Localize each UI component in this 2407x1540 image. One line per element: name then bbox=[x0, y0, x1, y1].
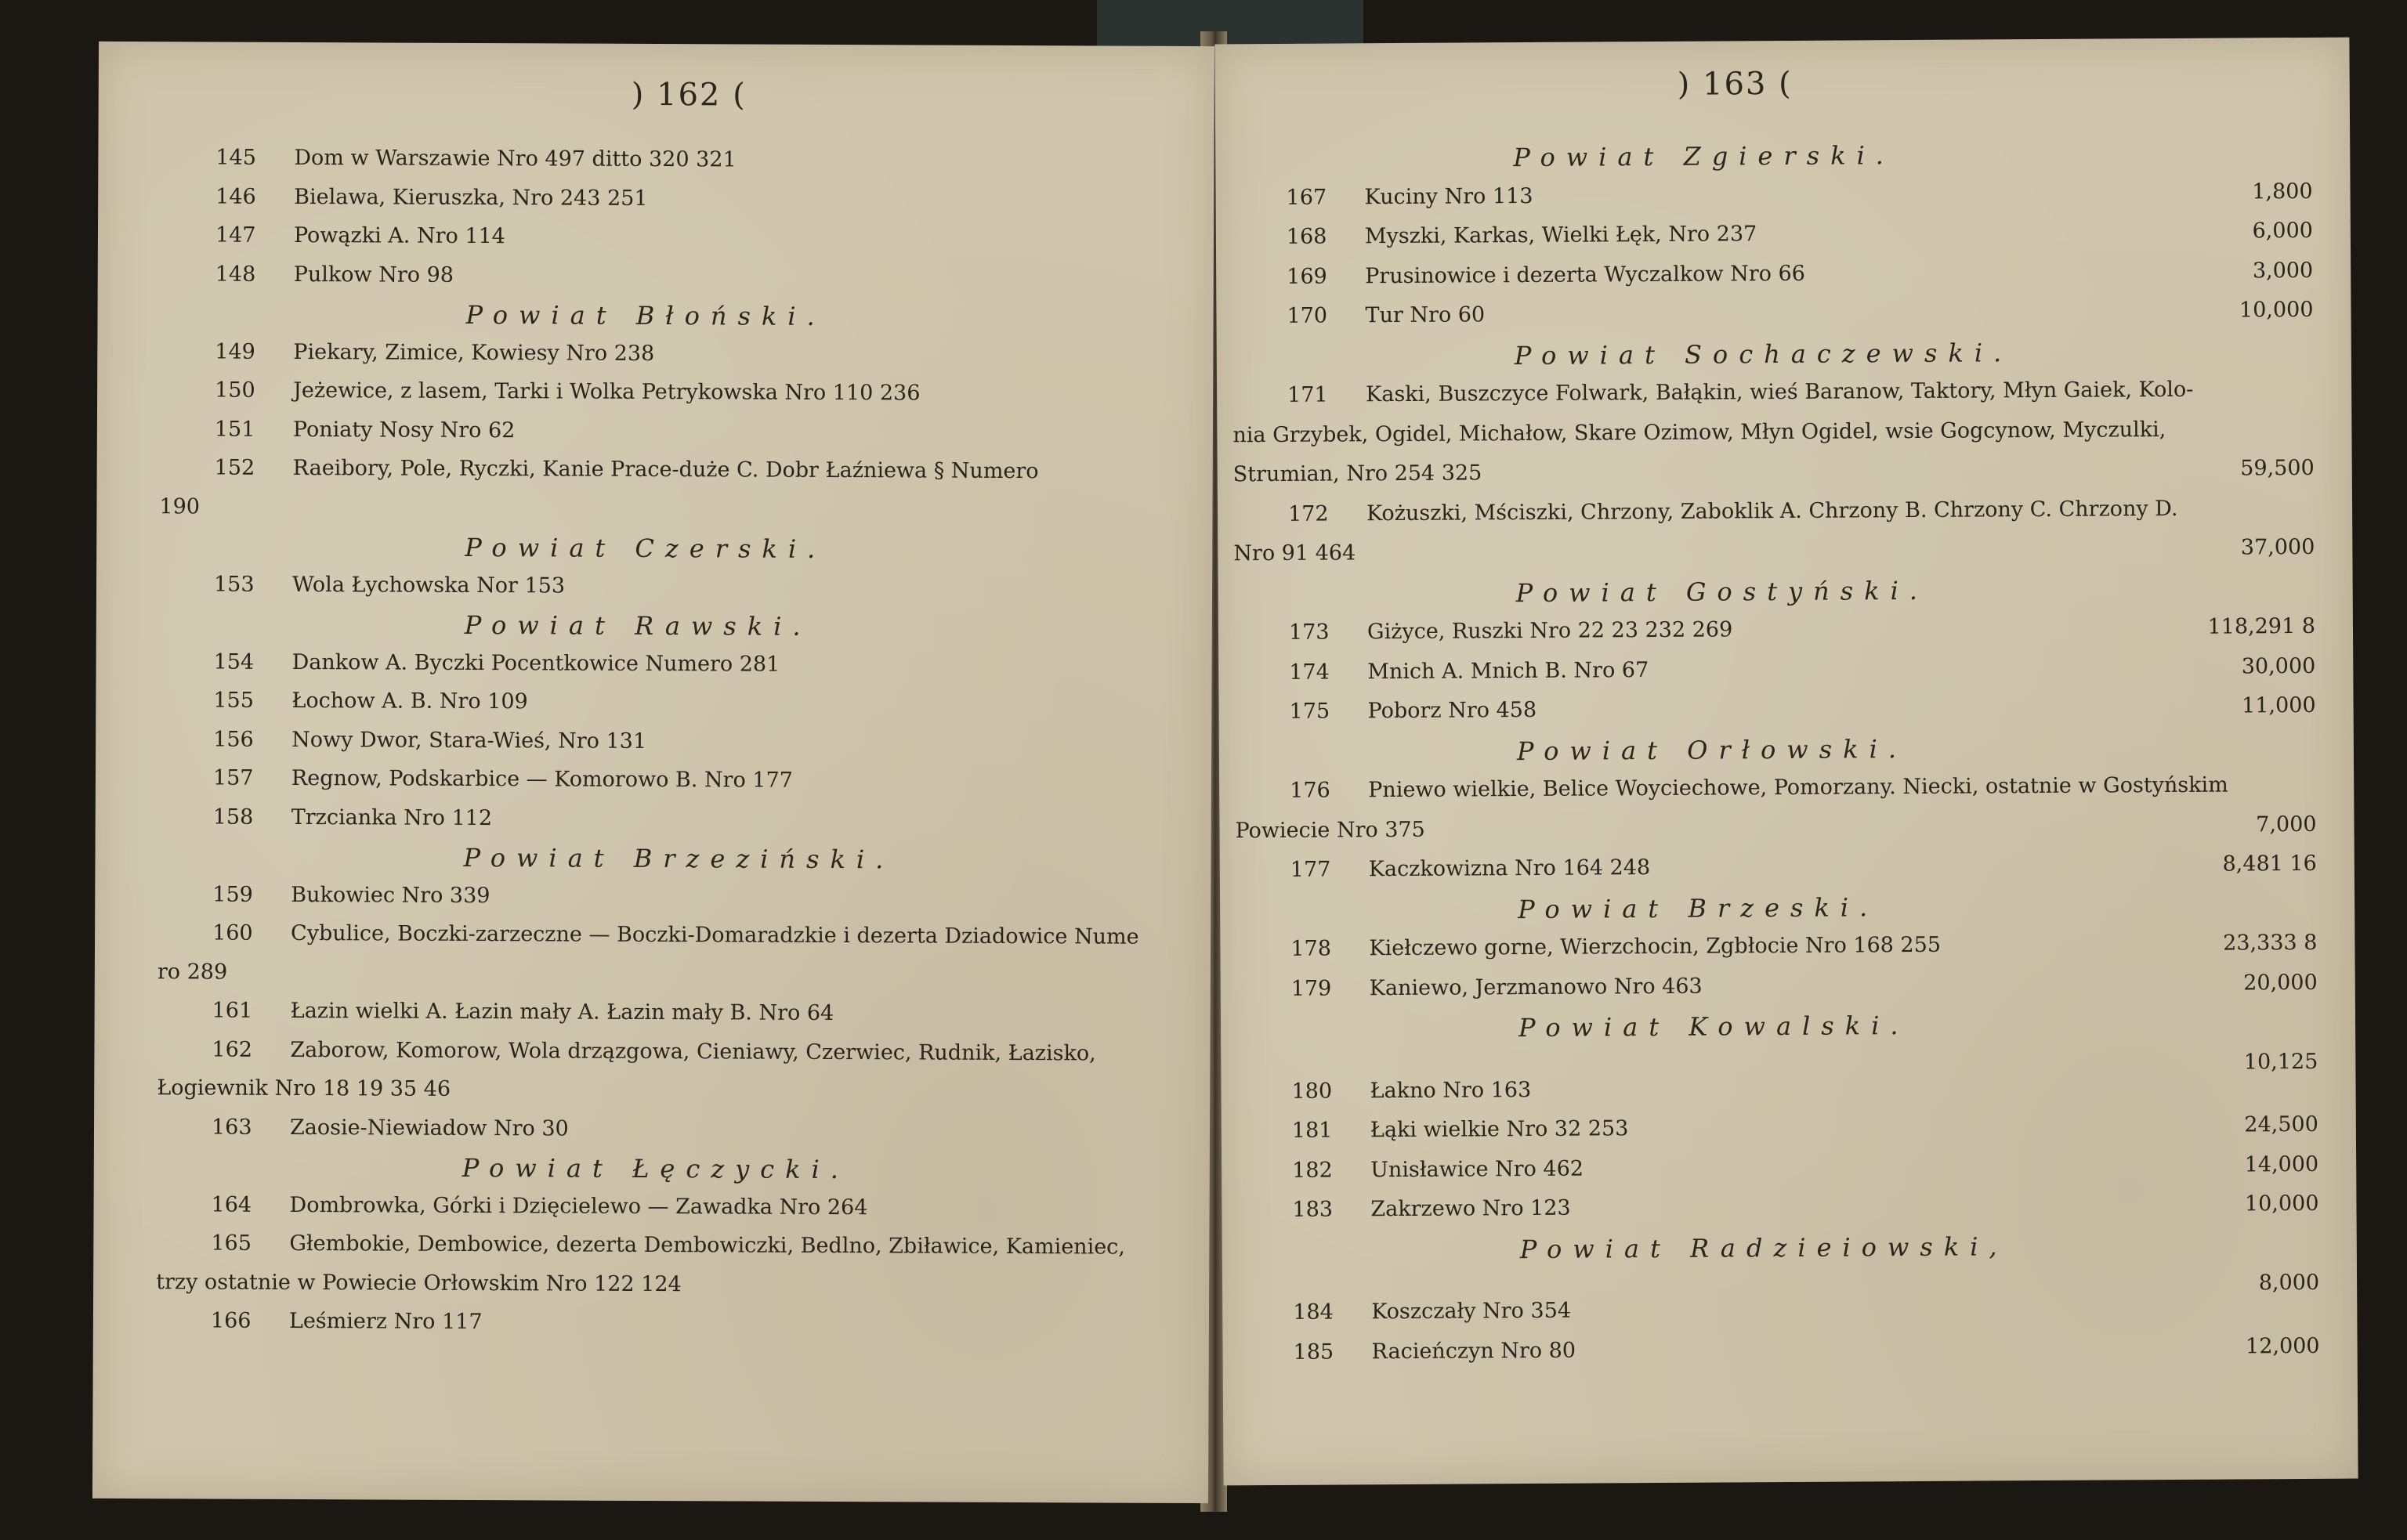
district-heading: Powiat Brzeski. bbox=[1518, 891, 1879, 924]
entry-text: Dombrowka, Górki i Dzięcielewo — Zawadka Nro 264 bbox=[289, 1192, 868, 1220]
entry-continuation: Nro 91 464 bbox=[1233, 540, 1356, 566]
entry-text: Łakno Nro 163 bbox=[1370, 1077, 1532, 1103]
entry-number: 167 bbox=[1286, 185, 1327, 210]
entry-value bbox=[2192, 1072, 2318, 1073]
entry-number: 161 bbox=[212, 998, 253, 1023]
entry-value bbox=[1178, 421, 1214, 446]
table-row bbox=[96, 571, 1212, 610]
entry-number: 164 bbox=[211, 1192, 252, 1217]
table-row bbox=[98, 261, 1214, 300]
table-row bbox=[98, 183, 1214, 222]
entry-value: 11,000 bbox=[2241, 692, 2316, 718]
table-row bbox=[97, 455, 1213, 494]
district-heading: Powiat Kowalski. bbox=[1518, 1010, 1909, 1043]
table-row bbox=[1216, 258, 2351, 299]
table-row bbox=[1222, 1112, 2356, 1154]
entry-text: Raeibory, Pole, Ryczki, Kanie Prace-duże C. Dobr Łaźniewa § Numero bbox=[292, 455, 1039, 484]
entry-number: 163 bbox=[211, 1115, 252, 1140]
entry-text: Łazin wielki A. Łazin mały A. Łazin mały B. Nro 64 bbox=[290, 998, 834, 1026]
entry-number: 183 bbox=[1292, 1197, 1334, 1222]
book-cover-edge bbox=[1097, 0, 1363, 47]
table-row bbox=[1218, 653, 2353, 695]
entry-number: 155 bbox=[213, 688, 255, 713]
table-row bbox=[1218, 535, 2352, 577]
entry-text: Zaborow, Komorow, Wola drzązgowa, Cieniawy, Czerwiec, Rudnik, Łazisko, bbox=[290, 1037, 1096, 1065]
table-row bbox=[1215, 179, 2350, 220]
entry-value bbox=[1178, 498, 1214, 523]
entry-text: Tur Nro 60 bbox=[1365, 302, 1486, 328]
entry-text: Zaosie-Niewiadow Nro 30 bbox=[289, 1115, 569, 1141]
entry-list bbox=[1214, 38, 2349, 1365]
district-heading: Powiat Radzieiowski, bbox=[1519, 1231, 2008, 1264]
entry-text: Łochow A. B. Nro 109 bbox=[291, 688, 528, 714]
entry-number: 168 bbox=[1286, 224, 1327, 249]
table-row bbox=[1219, 812, 2354, 853]
entry-text: Myszki, Karkas, Wielki Łęk, Nro 237 bbox=[1364, 222, 1757, 249]
district-heading: Powiat Rawski. bbox=[464, 609, 812, 642]
entry-text: Mnich A. Mnich B. Nro 67 bbox=[1367, 657, 1649, 684]
table-row bbox=[98, 222, 1214, 262]
entry-number: 152 bbox=[214, 455, 255, 480]
table-row bbox=[1222, 1151, 2356, 1193]
entry-number: 174 bbox=[1289, 660, 1330, 685]
table-row bbox=[96, 804, 1211, 843]
entry-value bbox=[1175, 1080, 1214, 1105]
entry-text: Trzcianka Nro 112 bbox=[291, 804, 493, 830]
entry-list bbox=[99, 42, 1214, 1335]
entry-value: 6,000 bbox=[2252, 218, 2313, 244]
entry-continuation: Łogiewnik Nro 18 19 35 46 bbox=[157, 1075, 451, 1101]
entry-value: 12,000 bbox=[2245, 1333, 2320, 1358]
entry-value bbox=[1175, 1196, 1215, 1221]
entry-number: 160 bbox=[212, 920, 253, 945]
entry-text: Piekary, Zimice, Kowiesy Nro 238 bbox=[293, 339, 655, 366]
entry-continuation: ro 289 bbox=[157, 959, 228, 985]
entry-text: Pulkow Nro 98 bbox=[293, 262, 454, 287]
entry-value bbox=[1176, 963, 1214, 989]
table-row bbox=[98, 145, 1214, 184]
left-page bbox=[92, 42, 1214, 1503]
entry-text: Leśmierz Nro 117 bbox=[288, 1308, 483, 1335]
district-heading: Powiat Błoński. bbox=[465, 299, 826, 331]
entry-continuation: nia Grzybek, Ogidel, Michałow, Skare Ozimow, Młyn Ogidel, wsie Gogcynow, Myczulki, bbox=[1232, 417, 2166, 447]
entry-number: 172 bbox=[1287, 501, 1329, 526]
table-row bbox=[1221, 1072, 2355, 1114]
district-heading: Powiat Zgierski. bbox=[1513, 140, 1895, 173]
entry-value bbox=[2188, 416, 2314, 417]
table-row bbox=[1222, 1294, 2357, 1336]
entry-value: 37,000 bbox=[2240, 534, 2315, 560]
entry-value: 10,000 bbox=[2239, 297, 2314, 323]
entry-value bbox=[1177, 770, 1214, 795]
table-row bbox=[1219, 772, 2354, 814]
entry-continuation: 190 bbox=[159, 493, 201, 519]
entry-text: Jeżewice, z lasem, Tarki i Wolka Petrykowska Nro 110 236 bbox=[293, 378, 921, 406]
page-number: ) 163 ( bbox=[1677, 65, 1793, 103]
entry-number: 151 bbox=[214, 417, 255, 442]
entry-number: 165 bbox=[211, 1231, 252, 1256]
entry-number: 171 bbox=[1287, 382, 1328, 407]
entry-text: Nowy Dwor, Stara-Wieś, Nro 131 bbox=[291, 727, 647, 754]
entry-text: Poborz Nro 458 bbox=[1367, 697, 1537, 724]
entry-text: Unisławice Nro 462 bbox=[1370, 1156, 1584, 1182]
table-row bbox=[97, 338, 1213, 378]
entry-value bbox=[1178, 576, 1214, 601]
entry-number: 184 bbox=[1293, 1300, 1334, 1325]
entry-text: Bielawa, Kieruszka, Nro 243 251 bbox=[294, 184, 648, 211]
entry-value: 3,000 bbox=[2252, 258, 2314, 283]
entry-number: 148 bbox=[215, 262, 256, 287]
entry-number: 185 bbox=[1293, 1339, 1334, 1365]
entry-number: 177 bbox=[1290, 857, 1331, 882]
table-row bbox=[1217, 416, 2351, 457]
entry-text: Poniaty Nosy Nro 62 bbox=[292, 417, 516, 443]
right-page bbox=[1214, 38, 2358, 1486]
entry-text: Kaniewo, Jerzmanowo Nro 463 bbox=[1369, 974, 1703, 1000]
entry-value: 10,000 bbox=[2244, 1191, 2319, 1216]
entry-value bbox=[2194, 1294, 2319, 1295]
entry-number: 146 bbox=[215, 184, 256, 209]
entry-text: Dankow A. Byczki Pocentkowice Numero 281 bbox=[291, 649, 780, 677]
entry-number: 182 bbox=[1292, 1158, 1333, 1183]
entry-text: Dom w Warszawie Nro 497 ditto 320 321 bbox=[294, 145, 737, 172]
entry-value: 7,000 bbox=[2256, 812, 2317, 837]
district-heading: Powiat Gostyński. bbox=[1515, 575, 1929, 608]
entry-number: 179 bbox=[1290, 976, 1332, 1001]
table-row bbox=[93, 1269, 1209, 1308]
entry-continuation: Powiecie Nro 375 bbox=[1235, 817, 1425, 843]
entry-value: 24,500 bbox=[2244, 1112, 2318, 1137]
entry-value bbox=[1175, 1274, 1214, 1299]
table-row bbox=[97, 378, 1213, 417]
entry-value bbox=[1176, 1041, 1215, 1042]
entry-number: 162 bbox=[212, 1037, 253, 1062]
entry-text: Kiełczewo gorne, Wierzchocin, Zgbłocie Nro 168 255 bbox=[1369, 932, 1942, 961]
entry-continuation: trzy ostatnie w Powiecie Orłowskim Nro 122 124 bbox=[156, 1269, 682, 1296]
entry-number: 175 bbox=[1289, 699, 1330, 724]
entry-value bbox=[1175, 1313, 1214, 1338]
entry-text: Łąki wielkie Nro 32 253 bbox=[1370, 1116, 1629, 1143]
entry-continuation: Strumian, Nro 254 325 bbox=[1232, 461, 1482, 487]
entry-text: Kaczkowizna Nro 164 248 bbox=[1368, 855, 1651, 882]
table-row bbox=[1221, 970, 2355, 1011]
entry-value bbox=[1177, 731, 1214, 756]
table-row bbox=[1218, 495, 2352, 537]
entry-value bbox=[1179, 188, 1214, 213]
entry-text: Kuciny Nro 113 bbox=[1364, 183, 1533, 209]
entry-value bbox=[1175, 1119, 1214, 1144]
entry-value: 14,000 bbox=[2244, 1151, 2319, 1177]
entry-value: 30,000 bbox=[2241, 653, 2316, 678]
entry-value bbox=[1177, 692, 1214, 718]
table-row bbox=[94, 1075, 1210, 1115]
entry-value: 8,481 16 bbox=[2222, 851, 2317, 877]
entry-value: 23,333 8 bbox=[2223, 930, 2318, 956]
table-row bbox=[96, 649, 1211, 688]
entry-text: Kożuszki, Mściszki, Chrzony, Zaboklik A. Chrzony B. Chrzony C. Chrzony D. bbox=[1366, 496, 2178, 526]
entry-number: 159 bbox=[212, 882, 253, 907]
table-row bbox=[1216, 298, 2351, 339]
entry-text: Regnow, Podskarbice — Komorowo B. Nro 177 bbox=[291, 765, 793, 793]
table-row bbox=[96, 765, 1211, 804]
entry-number: 176 bbox=[1290, 778, 1330, 803]
entry-number: 170 bbox=[1287, 303, 1328, 328]
table-row bbox=[94, 1114, 1210, 1153]
entry-value bbox=[1178, 653, 1215, 678]
entry-value bbox=[1179, 150, 1214, 175]
entry-number: 181 bbox=[1291, 1118, 1333, 1143]
table-row bbox=[1216, 219, 2351, 260]
district-heading: Powiat Orłowski. bbox=[1516, 733, 1908, 766]
table-row bbox=[95, 959, 1211, 998]
table-row bbox=[93, 1191, 1209, 1231]
table-row bbox=[1220, 851, 2355, 893]
entry-value bbox=[1176, 1003, 1214, 1028]
table-row bbox=[1223, 1333, 2358, 1375]
entry-value bbox=[1176, 886, 1214, 911]
entry-text: Wola Łychowska Nor 153 bbox=[291, 572, 566, 598]
entry-number: 147 bbox=[215, 222, 256, 248]
table-row bbox=[95, 920, 1211, 960]
entry-value: 118,291 8 bbox=[2207, 613, 2316, 639]
entry-value: 10,125 bbox=[2243, 1049, 2318, 1074]
entry-number: 145 bbox=[215, 145, 257, 170]
entry-text: Głembokie, Dembowice, dezerta Dembowiczki, Bedlno, Zbiławice, Kamieniec, bbox=[289, 1231, 1126, 1260]
table-row bbox=[95, 881, 1211, 920]
entry-text: Koszczały Nro 354 bbox=[1371, 1298, 1572, 1325]
entry-text: Kaski, Buszczyce Folwark, Bałąkin, wieś Baranow, Taktory, Młyn Gaiek, Kolo- bbox=[1366, 377, 2194, 407]
page-number: ) 162 ( bbox=[631, 76, 747, 114]
entry-value bbox=[1179, 227, 1214, 252]
entry-text: Cybulice, Boczki-zarzeczne — Boczki-Domaradzkie i dezerta Dziadowice Nume bbox=[291, 920, 1139, 949]
district-heading: Powiat Łęczycki. bbox=[461, 1152, 850, 1185]
table-row bbox=[97, 416, 1213, 455]
table-row bbox=[1222, 1191, 2356, 1233]
entry-text: Giżyce, Ruszki Nro 22 23 232 269 bbox=[1366, 617, 1733, 645]
entry-text: Zakrzewo Nro 123 bbox=[1370, 1195, 1571, 1222]
entry-number: 150 bbox=[215, 378, 255, 403]
entry-value bbox=[1177, 808, 1214, 833]
entry-text: Racieńczyn Nro 80 bbox=[1371, 1338, 1576, 1364]
table-row bbox=[1219, 693, 2354, 735]
entry-number: 173 bbox=[1288, 620, 1330, 645]
entry-number: 166 bbox=[210, 1308, 252, 1333]
entry-value bbox=[1178, 460, 1214, 485]
entry-value bbox=[2188, 377, 2314, 378]
entry-value bbox=[1178, 382, 1214, 407]
table-row bbox=[1217, 377, 2351, 418]
entry-value bbox=[1176, 925, 1214, 926]
table-row bbox=[1218, 614, 2353, 656]
entry-number: 149 bbox=[215, 339, 255, 364]
entry-number: 178 bbox=[1290, 936, 1332, 961]
entry-text: Bukowiec Nro 339 bbox=[291, 882, 490, 908]
district-heading: Powiat Sochaczewski. bbox=[1514, 337, 2013, 371]
table-row bbox=[1218, 456, 2352, 497]
entry-number: 180 bbox=[1291, 1079, 1333, 1104]
entry-number: 156 bbox=[213, 727, 254, 752]
table-row bbox=[1220, 931, 2355, 972]
entry-text: Pniewo wielkie, Belice Woyciechowe, Pomorzany. Niecki, ostatnie w Gostyńskim bbox=[1368, 772, 2228, 803]
district-heading: Powiat Brzeziński. bbox=[463, 842, 895, 875]
entry-number: 158 bbox=[212, 804, 254, 830]
table-row bbox=[93, 1308, 1209, 1347]
entry-text: Prusinowice i dezerta Wyczalkow Nro 66 bbox=[1365, 261, 1805, 288]
entry-number: 153 bbox=[213, 572, 255, 597]
entry-value bbox=[1179, 266, 1214, 291]
entry-number: 157 bbox=[212, 765, 254, 790]
entry-value: 20,000 bbox=[2243, 970, 2318, 995]
table-row bbox=[93, 1231, 1209, 1270]
entry-number: 154 bbox=[213, 649, 255, 674]
entry-value bbox=[1178, 343, 1214, 368]
entry-value bbox=[2189, 495, 2315, 496]
district-heading: Powiat Czerski. bbox=[465, 532, 827, 564]
table-row bbox=[96, 688, 1211, 727]
table-row bbox=[96, 493, 1212, 533]
entry-value: 1,800 bbox=[2252, 179, 2313, 204]
table-row bbox=[96, 726, 1211, 765]
entry-value: 8,000 bbox=[2258, 1270, 2320, 1296]
table-row bbox=[94, 1036, 1210, 1075]
entry-value: 59,500 bbox=[2240, 455, 2315, 481]
entry-number: 169 bbox=[1287, 264, 1327, 289]
table-row bbox=[95, 998, 1211, 1037]
entry-text: Powązki A. Nro 114 bbox=[293, 222, 505, 249]
entry-value bbox=[1175, 1235, 1214, 1236]
